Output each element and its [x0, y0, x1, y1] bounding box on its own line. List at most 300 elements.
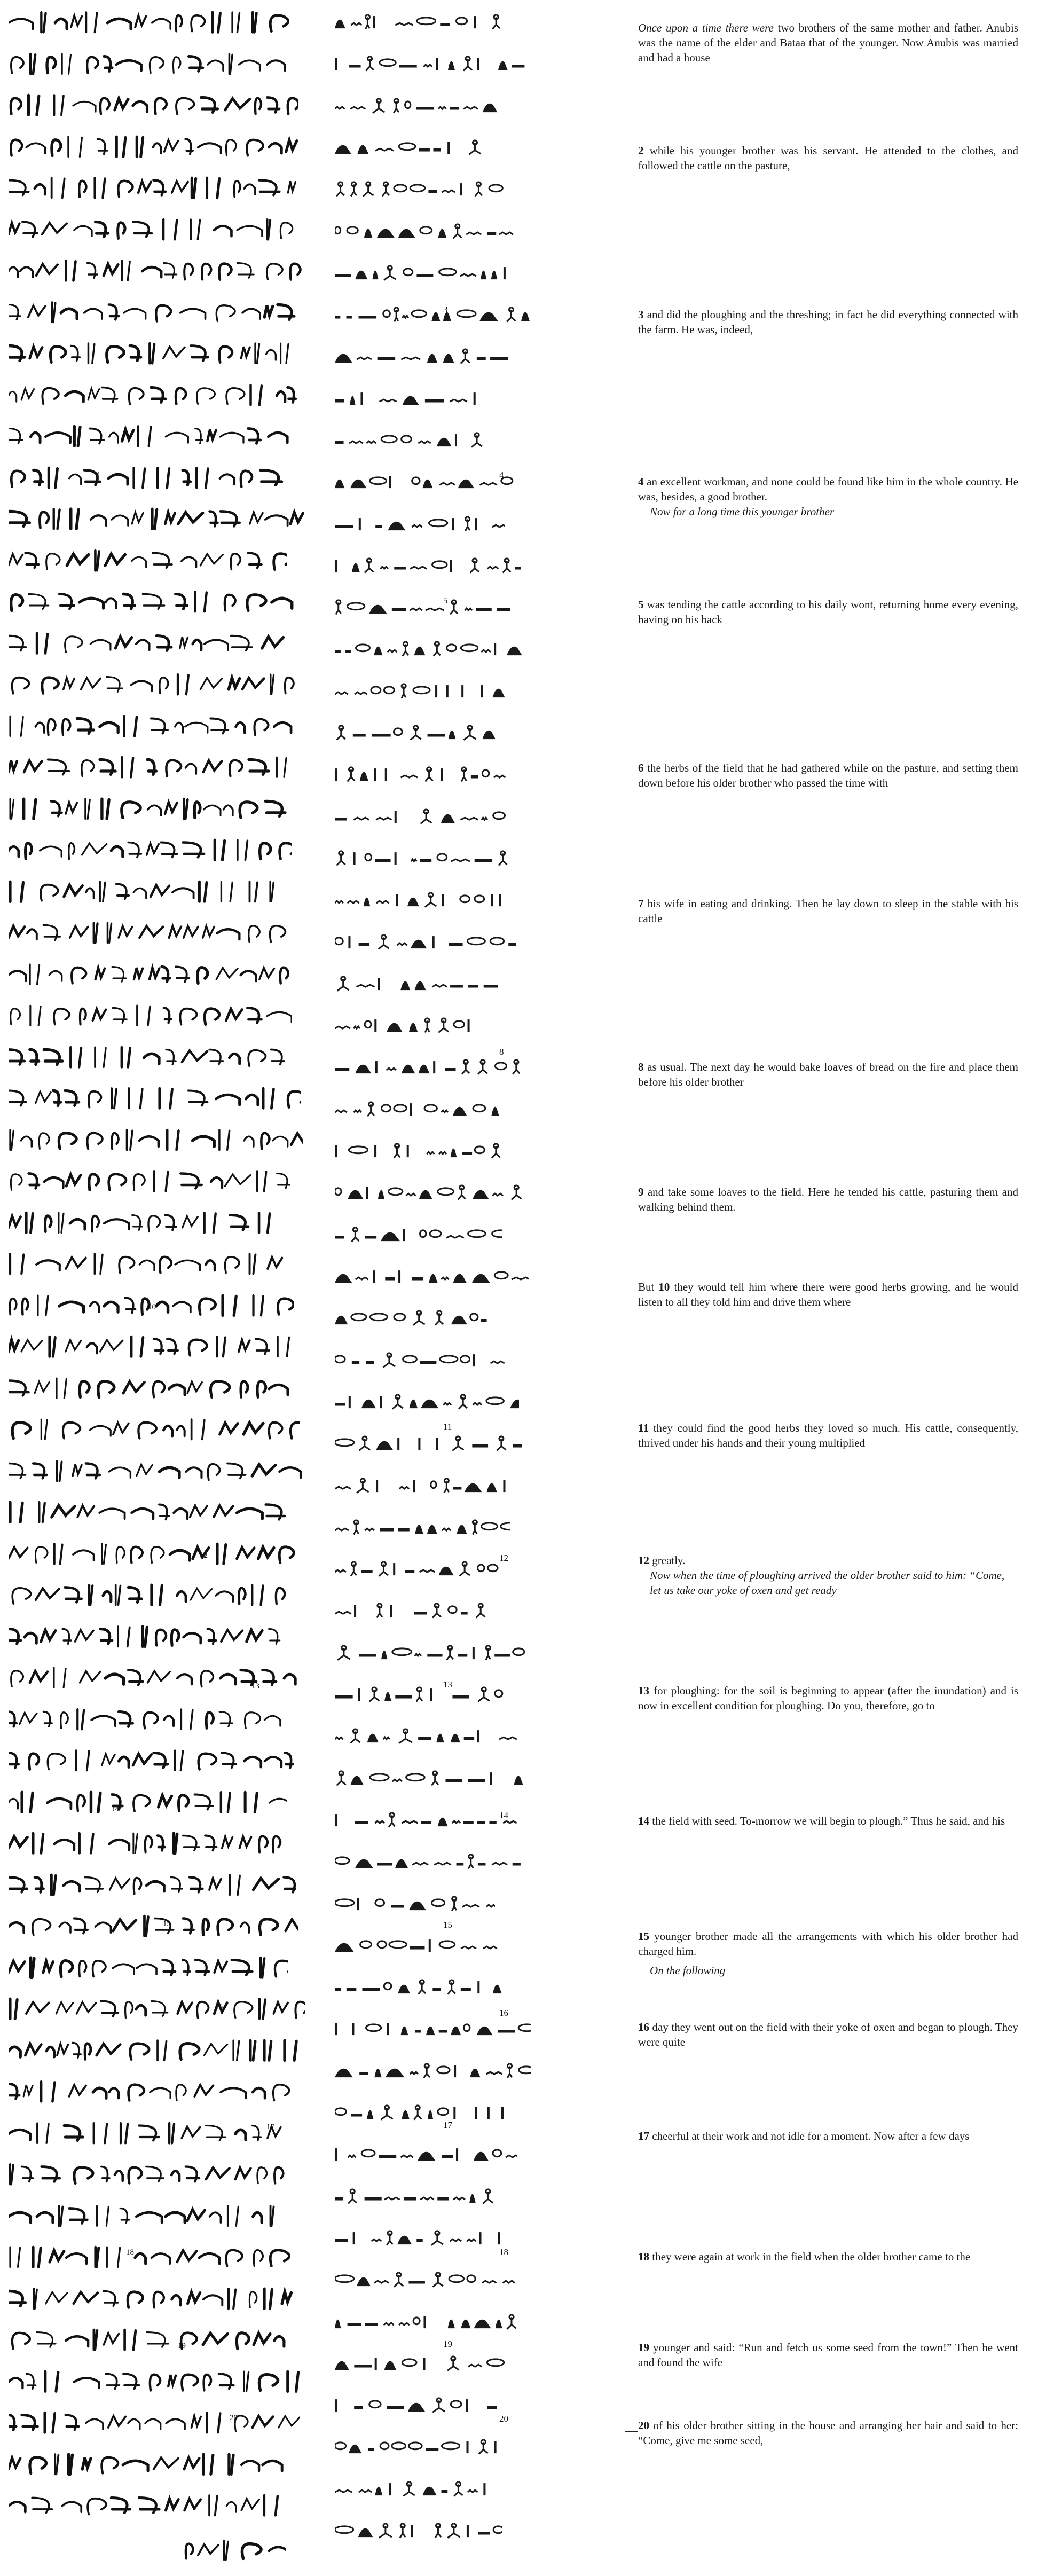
hieratic-glyph — [186, 1467, 201, 1478]
hieratic-glyph — [183, 1919, 194, 1934]
hieroglyph-sign — [403, 1229, 405, 1241]
hieroglyph-section-number: 4 — [499, 470, 504, 480]
hieratic-glyph — [113, 1919, 136, 1931]
hieratic-glyph — [266, 350, 276, 360]
hieratic-glyph — [64, 1881, 80, 1891]
hieroglyph-sign — [431, 1481, 436, 1488]
hieratic-glyph — [36, 1091, 51, 1103]
hieroglyphic-line — [335, 1850, 617, 1882]
hieratic-glyph — [95, 1254, 103, 1274]
hieratic-glyph — [131, 681, 152, 691]
hieratic-glyph — [9, 267, 18, 277]
hieroglyph-sign — [405, 101, 411, 108]
hieratic-section-number: 16 — [215, 2002, 223, 2011]
hieratic-glyph — [153, 553, 172, 568]
hieratic-line — [9, 2448, 320, 2486]
hieratic-line — [9, 337, 320, 375]
hieratic-glyph — [10, 1502, 22, 1522]
hieroglyph-sign — [473, 1520, 477, 1535]
hieratic-glyph — [70, 926, 88, 938]
hieratic-glyph — [106, 677, 122, 692]
hieratic-glyph — [74, 1919, 88, 1934]
hieroglyph-sign — [358, 1688, 360, 1701]
hieroglyph-sign — [335, 58, 337, 70]
hieroglyph-sign — [354, 1520, 359, 1535]
hieroglyph-sign — [348, 901, 359, 903]
hieratic-glyph — [270, 882, 273, 901]
hieratic-glyph — [210, 1381, 230, 1397]
hieroglyph-sign — [421, 1821, 431, 1824]
hieroglyph-sign — [439, 1941, 455, 1948]
hieratic-glyph — [71, 509, 78, 529]
hieratic-glyph — [172, 2295, 180, 2305]
hieratic-glyph — [264, 2495, 278, 2515]
hieratic-glyph — [9, 223, 20, 234]
hieroglyph-sign — [438, 229, 446, 238]
hieratic-glyph — [172, 181, 188, 193]
hieroglyphic-line — [335, 2352, 617, 2384]
hieratic-glyph — [221, 512, 240, 527]
hieratic-glyph — [101, 2167, 109, 2182]
hieroglyph-section-number: 8 — [499, 1047, 504, 1057]
paragraph-text: the herbs of the field that he had gathered while on the pasture, and setting them down before his older brother who passed the time with — [638, 761, 1018, 789]
hieratic-line — [9, 1703, 320, 1741]
hieratic-glyph — [80, 1381, 89, 1397]
hieratic-glyph — [22, 222, 37, 237]
hieroglyph-sign — [349, 1396, 351, 1408]
hieroglyph-sign — [462, 1905, 480, 1907]
hieratic-glyph — [67, 554, 89, 566]
hieratic-glyph — [131, 1547, 143, 1563]
hieratic-glyph — [234, 2002, 253, 2018]
hieratic-glyph — [26, 1213, 33, 1232]
hieroglyph-sign — [348, 2155, 356, 2157]
hieratic-glyph — [166, 760, 181, 776]
hieratic-glyph — [96, 2247, 99, 2267]
hieratic-glyph — [137, 137, 143, 156]
hieratic-glyph — [123, 1381, 145, 1393]
hieratic-glyph — [37, 2123, 49, 2143]
hieratic-glyph — [206, 1713, 213, 1729]
hieratic-glyph — [63, 1423, 80, 1439]
hieratic-glyph — [51, 1875, 56, 1895]
paragraph-text: for ploughing: for the soil is beginning to appear (after the inundation) and is now in excellent condition for ploughing. Do you, therefore, go to — [638, 1684, 1019, 1712]
hieratic-glyph — [249, 760, 269, 775]
hieratic-glyph — [69, 2454, 73, 2474]
hieroglyphic-line — [335, 2143, 617, 2175]
hieratic-glyph — [203, 805, 221, 815]
hieroglyph-sign — [429, 520, 447, 527]
hieratic-glyph — [152, 2253, 170, 2264]
hieratic-glyph — [199, 1754, 216, 1770]
hieroglyph-sign — [335, 1943, 354, 1952]
hieratic-glyph — [21, 1340, 42, 1352]
hieroglyph-sign — [404, 269, 413, 276]
hieratic-glyph — [150, 57, 164, 73]
hieroglyph-sign — [336, 182, 344, 197]
hieratic-glyph — [156, 1302, 168, 1312]
hieratic-glyph — [45, 2413, 55, 2432]
hieratic-glyph — [65, 1091, 79, 1106]
hieratic-glyph — [192, 178, 195, 198]
hieratic-glyph — [94, 923, 98, 943]
hieratic-glyph — [28, 305, 45, 317]
hieratic-glyph — [12, 1588, 31, 1604]
hieratic-glyph — [261, 1133, 269, 1149]
hieratic-glyph — [10, 799, 14, 819]
hieratic-glyph — [131, 1337, 143, 1356]
hieratic-glyph — [229, 54, 232, 74]
hieroglyph-sign — [460, 274, 476, 276]
hieroglyph-sign — [473, 1403, 482, 1405]
hieratic-glyph — [211, 1177, 222, 1188]
hieratic-glyph — [107, 923, 111, 943]
paragraph-text: an excellent workman, and none could be found like him in the whole country. He was, besides, a good brother. — [638, 475, 1018, 503]
hieroglyph-sign — [473, 1190, 489, 1199]
hieroglyph-sign — [357, 2277, 371, 2286]
hieratic-glyph — [191, 1588, 212, 1600]
hieroglyph-sign — [459, 1395, 467, 1409]
hieratic-glyph — [9, 846, 19, 857]
hieratic-glyph — [11, 1671, 23, 1687]
hieratic-glyph — [257, 2167, 267, 2184]
hieroglyph-sign — [375, 2358, 377, 2370]
hieratic-glyph — [253, 12, 256, 32]
hieroglyph-sign — [394, 308, 398, 322]
hieroglyph-sign — [396, 894, 398, 906]
hieroglyph-sign — [501, 2107, 504, 2119]
hieratic-glyph — [176, 15, 182, 32]
hieratic-glyph — [200, 678, 222, 689]
hieroglyph-sign — [453, 1274, 467, 1283]
hieratic-glyph — [147, 843, 159, 855]
hieratic-glyph — [261, 470, 282, 485]
hieroglyph-sign — [479, 2232, 482, 2244]
hieroglyph-sign — [347, 316, 352, 319]
hieroglyphic-line — [335, 1558, 617, 1590]
translation-paragraph-9 — [638, 1184, 1018, 1214]
hieroglyph-sign — [384, 1692, 391, 1701]
paragraph-text: and take some loaves to the field. Here he tended his cattle, pasturing them and walking behind them. — [638, 1185, 1019, 1213]
hieratic-line — [9, 48, 320, 85]
hieroglyph-sign — [392, 2443, 406, 2449]
hieratic-glyph — [54, 95, 64, 115]
hieratic-glyph — [9, 971, 26, 981]
hieratic-glyph — [153, 180, 165, 195]
hieroglyph-sign — [425, 399, 444, 403]
hieroglyph-sign — [357, 1898, 359, 1910]
hieratic-glyph — [280, 223, 293, 239]
hieroglyph-sign — [380, 1528, 394, 1532]
hieratic-glyph — [89, 1174, 99, 1190]
hieroglyph-sign — [461, 349, 470, 364]
hieroglyph-sign — [479, 483, 497, 485]
hieroglyph-sign — [375, 859, 390, 862]
hieroglyphic-line — [335, 262, 617, 294]
hieratic-glyph — [88, 263, 98, 278]
hieroglyph-sign — [449, 1606, 457, 1613]
hieratic-glyph — [46, 2047, 54, 2057]
hieratic-glyph — [217, 1544, 226, 1564]
translation-column — [638, 0, 1033, 2576]
hieroglyph-sign — [491, 1361, 505, 1363]
hieroglyph-sign — [373, 1270, 375, 1283]
hieratic-glyph — [180, 309, 206, 319]
hieroglyphic-line — [335, 1892, 617, 1925]
hieroglyph-sign — [507, 2064, 512, 2078]
hieratic-line — [9, 876, 320, 913]
hieroglyphic-line — [335, 470, 617, 502]
hieroglyph-sign — [378, 1190, 384, 1199]
hieroglyph-sign — [471, 433, 482, 447]
hieratic-glyph — [118, 181, 132, 197]
hieratic-glyph — [26, 843, 32, 859]
hieroglyph-sign — [366, 441, 376, 443]
hieratic-line — [9, 2035, 320, 2072]
hieratic-glyph — [91, 515, 106, 525]
hieroglyph-sign — [412, 477, 420, 484]
hieratic-glyph — [132, 1215, 142, 1230]
hieroglyph-sign — [497, 608, 510, 611]
hieroglyph-sign — [424, 1105, 437, 1112]
hieratic-glyph — [115, 98, 128, 110]
hieratic-glyph — [164, 140, 178, 152]
hieratic-glyph — [249, 926, 260, 942]
hieroglyph-sign — [348, 767, 355, 782]
hieroglyph-sign — [464, 2024, 470, 2031]
hieroglyph-sign — [366, 1361, 374, 1364]
hieroglyph-section-number: 12 — [499, 1553, 508, 1563]
hieroglyph-sign — [408, 2443, 422, 2449]
hieratic-glyph — [226, 2502, 236, 2512]
hieroglyph-sign — [467, 2275, 475, 2282]
hieratic-glyph — [100, 882, 105, 901]
hieratic-glyph — [161, 843, 177, 858]
hieratic-glyph — [203, 2454, 213, 2474]
hieratic-glyph — [9, 391, 17, 402]
hieratic-glyph — [35, 1878, 43, 1892]
hieroglyph-sign — [335, 2443, 346, 2449]
hieroglyph-sign — [384, 266, 396, 280]
hieroglyph-sign — [371, 687, 381, 694]
hieroglyph-sign — [335, 1236, 344, 1239]
hieratic-glyph — [150, 2375, 160, 2391]
hieratic-glyph — [278, 305, 294, 320]
hieratic-glyph — [55, 2454, 58, 2474]
hieratic-glyph — [167, 1339, 178, 1354]
hieroglyph-sign — [389, 1813, 395, 1827]
hieratic-glyph — [12, 678, 29, 694]
hieratic-glyph — [59, 1302, 84, 1312]
hieroglyph-sign — [363, 182, 374, 197]
hieratic-glyph — [11, 98, 21, 114]
hieroglyph-sign — [355, 1065, 371, 1073]
hieroglyph-sign — [490, 357, 508, 360]
hieroglyph-sign — [335, 316, 340, 319]
hieratic-glyph — [91, 1716, 115, 1726]
hieratic-line — [9, 1827, 320, 1865]
hieratic-line — [9, 2366, 320, 2403]
hieratic-glyph — [24, 760, 42, 772]
hieroglyph-sign — [503, 559, 511, 573]
hieroglyph-sign — [453, 224, 462, 239]
hieroglyph-sign — [428, 734, 445, 737]
hieroglyph-sign — [355, 1821, 368, 1824]
hieroglyph-sign — [456, 2148, 458, 2161]
hieratic-glyph — [128, 1670, 143, 1685]
hieratic-glyph — [57, 2044, 68, 2055]
translation-paragraph-4 — [638, 474, 1018, 504]
hieroglyph-sign — [368, 2448, 374, 2451]
hieratic-glyph — [153, 143, 161, 153]
hieratic-glyph — [142, 267, 161, 277]
hieratic-glyph — [199, 882, 207, 901]
hieroglyph-sign — [486, 1905, 495, 1907]
hieroglyph-sign — [349, 1146, 367, 1153]
hieratic-glyph — [147, 2332, 168, 2347]
hieroglyph-sign — [449, 943, 462, 946]
hieratic-glyph — [112, 515, 128, 525]
hieratic-line — [9, 2241, 320, 2279]
hieratic-text-column — [0, 0, 320, 2576]
hieroglyph-sign — [384, 2197, 399, 2200]
hieroglyph-sign — [431, 2231, 443, 2245]
hieroglyph-sign — [391, 1905, 404, 1908]
hieroglyph-sign — [453, 1487, 461, 1490]
hieroglyph-sign — [477, 58, 479, 70]
hieroglyph-section-number: 18 — [499, 2247, 508, 2257]
hieratic-glyph — [112, 1088, 116, 1108]
hieroglyph-sign — [461, 1612, 467, 1615]
hieratic-line — [9, 1786, 320, 1824]
hieroglyphic-transcription-column — [328, 0, 617, 2576]
hieratic-glyph — [252, 1585, 263, 1605]
hieroglyph-sign — [384, 687, 394, 694]
hieratic-glyph — [44, 1050, 62, 1065]
hieroglyph-sign — [387, 1068, 396, 1070]
hieratic-glyph — [62, 719, 70, 735]
hieratic-glyph — [260, 968, 274, 979]
hieratic-glyph — [206, 2167, 230, 2179]
hieratic-glyph — [43, 925, 60, 940]
hieroglyph-sign — [461, 767, 467, 782]
hieroglyph-sign — [402, 436, 412, 443]
hieratic-glyph — [73, 1550, 94, 1560]
hieratic-glyph — [139, 1260, 154, 1270]
hieratic-glyph — [20, 267, 33, 277]
hieratic-glyph — [193, 640, 201, 650]
paragraph-text: and did the ploughing and the threshing; in fact he did everything connected with the farm. He was, indeed, — [638, 308, 1018, 336]
hieratic-glyph — [189, 1340, 207, 1356]
hieroglyph-sign — [335, 2361, 349, 2370]
hieroglyph-sign — [474, 392, 476, 405]
hieratic-glyph — [144, 1054, 159, 1064]
paragraph-number: 12 — [638, 1554, 649, 1567]
hieratic-glyph — [52, 302, 55, 322]
hieratic-glyph — [134, 968, 143, 979]
hieroglyph-sign — [425, 767, 433, 782]
hieroglyph-sign — [479, 2440, 488, 2454]
hieratic-glyph — [136, 640, 150, 650]
hieratic-glyph — [254, 719, 268, 735]
hieroglyph-sign — [419, 1065, 430, 1073]
hieroglyph-sign — [351, 2114, 362, 2117]
hieratic-line — [9, 1290, 320, 1327]
hieratic-glyph — [284, 1878, 296, 1892]
hieroglyph-sign — [497, 1436, 506, 1451]
hieratic-glyph — [125, 2002, 133, 2018]
hieroglyph-sign — [501, 1523, 510, 1530]
hieratic-glyph — [273, 1136, 288, 1146]
hieratic-glyph — [24, 799, 36, 819]
hieratic-line — [9, 1662, 320, 1699]
hieroglyph-sign — [512, 1185, 522, 1200]
hieratic-glyph — [80, 1833, 93, 1853]
hieroglyphic-line — [335, 1056, 617, 1088]
hieroglyph-sign — [335, 2320, 341, 2328]
hieroglyph-sign — [375, 525, 382, 528]
hieratic-glyph — [39, 1133, 49, 1149]
hieratic-glyph — [218, 1919, 233, 1935]
hieratic-glyph — [248, 553, 262, 568]
translation-paragraph-18 — [638, 2249, 1018, 2264]
hieratic-glyph — [184, 926, 198, 938]
hieroglyph-sign — [431, 312, 440, 321]
hieratic-glyph — [66, 1340, 81, 1352]
hieratic-glyph — [66, 2253, 86, 2264]
hieratic-glyph — [99, 1509, 124, 1519]
hieroglyph-sign — [481, 650, 491, 652]
hieratic-glyph — [128, 843, 141, 858]
hieroglyph-sign — [404, 2197, 416, 2201]
hieratic-glyph — [163, 1960, 176, 1975]
hieroglyph-sign — [394, 1314, 405, 1321]
hieratic-glyph — [166, 2419, 185, 2429]
hieroglyph-sign — [415, 981, 426, 990]
hieratic-line — [9, 2158, 320, 2196]
hieroglyph-sign — [468, 1019, 470, 1032]
hieroglyph-sign — [462, 1152, 472, 1155]
hieratic-glyph — [185, 722, 208, 733]
hieroglyph-sign — [463, 107, 478, 109]
hieratic-glyph — [162, 967, 170, 982]
hieroglyph-sign — [388, 650, 397, 652]
hieroglyph-sign — [483, 2189, 493, 2204]
paragraph-text: they were again at work in the field when the older brother came to the — [652, 2250, 971, 2263]
hieratic-glyph — [148, 805, 161, 815]
hieratic-glyph — [134, 468, 145, 488]
hieratic-line — [9, 462, 320, 499]
hieratic-line — [9, 1248, 320, 1285]
hieroglyph-sign — [478, 2532, 490, 2535]
hieratic-glyph — [139, 2498, 159, 2513]
hieroglyph-sign — [451, 859, 470, 861]
hieroglyph-sign — [467, 2525, 469, 2537]
hieratic-glyph — [9, 1340, 19, 1352]
hieroglyph-sign — [450, 2239, 462, 2241]
hieroglyph-sign — [491, 894, 493, 906]
hieroglyph-sign — [414, 2106, 421, 2120]
hieratic-glyph — [125, 1298, 136, 1313]
hieroglyph-sign — [467, 938, 485, 945]
hieratic-glyph — [197, 2002, 208, 2018]
hieroglyph-sign — [442, 2490, 448, 2493]
hieroglyph-sign — [335, 227, 341, 234]
hieratic-glyph — [104, 1219, 129, 1229]
hieratic-glyph — [181, 1709, 192, 1729]
hieratic-glyph — [77, 1505, 94, 1517]
hieratic-glyph — [62, 2502, 81, 2512]
